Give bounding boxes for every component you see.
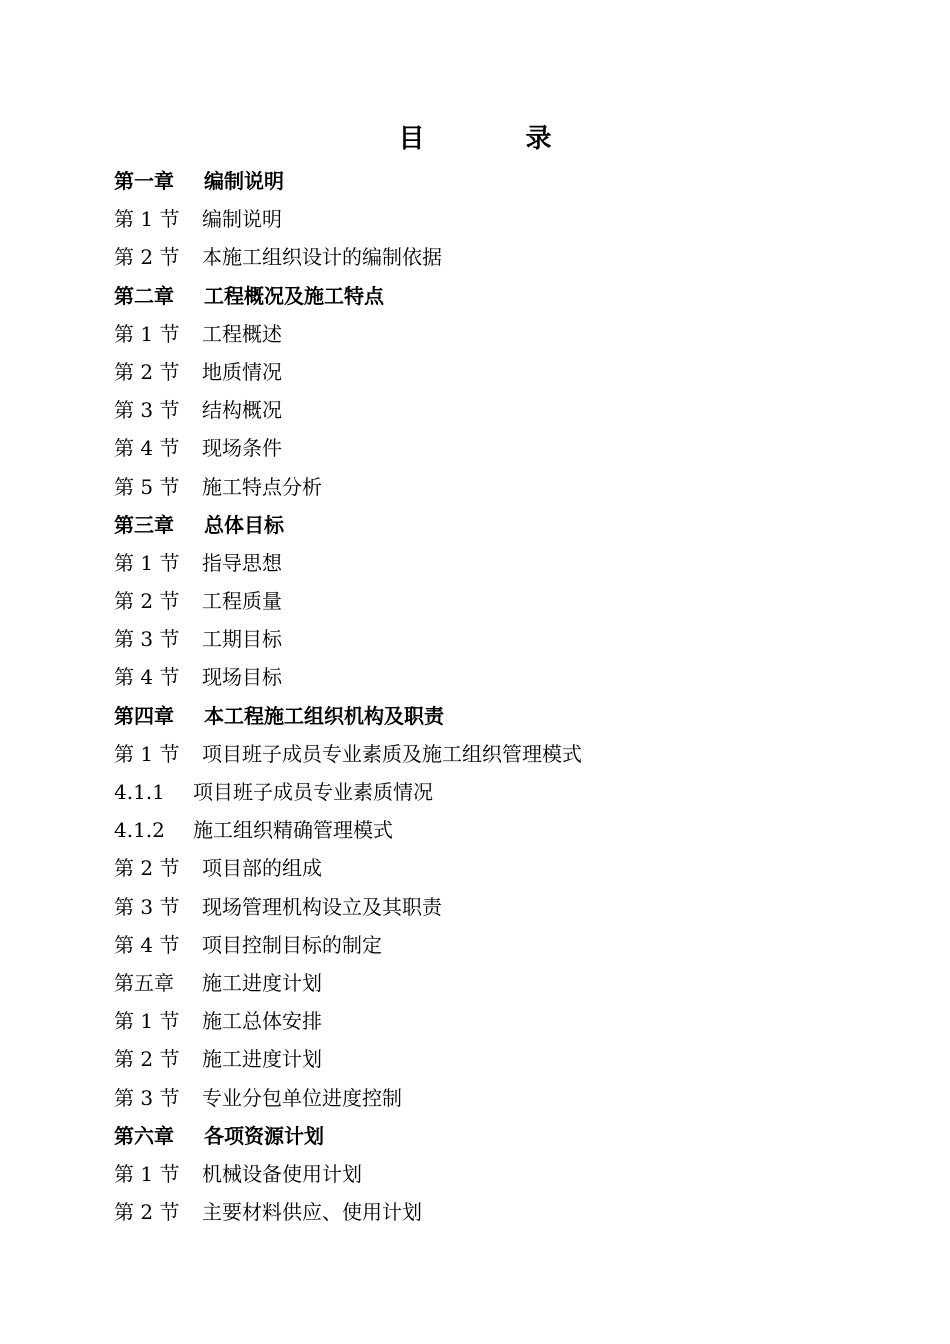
toc-entry-number: 4.1.1 bbox=[114, 780, 165, 804]
toc-entry[interactable] bbox=[114, 353, 874, 391]
toc-entry[interactable] bbox=[114, 811, 874, 849]
toc-entry-text: 结构概况 bbox=[202, 398, 282, 423]
toc-entry-number: 第 1 节 bbox=[114, 741, 180, 766]
toc-entry[interactable] bbox=[114, 888, 874, 926]
toc-entry-text: 工程质量 bbox=[202, 589, 282, 614]
toc-entry-text: 专业分包单位进度控制 bbox=[202, 1085, 402, 1110]
toc-entry[interactable] bbox=[114, 506, 874, 544]
toc-entry[interactable] bbox=[114, 582, 874, 620]
toc-entry[interactable] bbox=[114, 315, 874, 353]
toc-entry-number: 第 3 节 bbox=[114, 894, 180, 919]
toc-entry-text: 项目班子成员专业素质情况 bbox=[193, 780, 433, 804]
toc-entry[interactable] bbox=[114, 1002, 874, 1040]
toc-entry[interactable] bbox=[114, 1079, 874, 1117]
toc-entry-text: 工程概述 bbox=[202, 321, 282, 346]
toc-entry[interactable] bbox=[114, 1040, 874, 1078]
toc-entry[interactable] bbox=[114, 162, 874, 200]
toc-entry-text: 施工总体安排 bbox=[202, 1009, 322, 1034]
toc-entry-text: 总体目标 bbox=[204, 512, 284, 537]
toc-entry-text: 各项资源计划 bbox=[204, 1123, 324, 1148]
toc-entry-number: 第 1 节 bbox=[114, 207, 180, 232]
toc-entry[interactable] bbox=[114, 964, 874, 1002]
toc-title: 目 录 bbox=[398, 124, 598, 154]
toc-entry-number: 第 2 节 bbox=[114, 359, 180, 384]
toc-entry[interactable] bbox=[114, 238, 874, 276]
toc-entry-text: 项目控制目标的制定 bbox=[202, 932, 382, 957]
toc-entry[interactable] bbox=[114, 429, 874, 467]
toc-entry-number: 第 3 节 bbox=[114, 398, 180, 423]
toc-entry-number: 第 2 节 bbox=[114, 589, 180, 614]
toc-entry-number: 第 1 节 bbox=[114, 1161, 180, 1186]
toc-entry-text: 施工组织精确管理模式 bbox=[193, 818, 393, 843]
toc-entry-text: 施工进度计划 bbox=[202, 970, 322, 995]
toc-entry[interactable] bbox=[114, 773, 874, 811]
toc-entry[interactable] bbox=[114, 658, 874, 696]
toc-entry-text: 工程概况及施工特点 bbox=[204, 283, 384, 308]
toc-entry-number: 第一章 bbox=[114, 169, 174, 193]
toc-entry[interactable] bbox=[114, 735, 874, 773]
toc-entry-number: 第 1 节 bbox=[114, 1009, 180, 1034]
toc-entry[interactable] bbox=[114, 391, 874, 429]
toc-entry-number: 第三章 bbox=[114, 512, 174, 537]
toc-entry[interactable] bbox=[114, 200, 874, 238]
toc-entry-number: 第六章 bbox=[114, 1123, 174, 1148]
toc-entry-text: 施工进度计划 bbox=[202, 1047, 322, 1072]
toc-entry-number: 第 4 节 bbox=[114, 665, 180, 690]
toc-entry-number: 第 3 节 bbox=[114, 627, 180, 652]
toc-entry-number: 第五章 bbox=[114, 970, 174, 995]
toc-entry-number: 第 4 节 bbox=[114, 436, 180, 461]
toc-entry-text: 机械设备使用计划 bbox=[202, 1161, 362, 1186]
toc-entry-number: 第 4 节 bbox=[114, 932, 180, 957]
toc-entry-number: 第 1 节 bbox=[114, 550, 180, 575]
toc-entry-number: 4.1.2 bbox=[114, 818, 165, 843]
toc-entry[interactable] bbox=[114, 849, 874, 887]
table-of-contents bbox=[114, 162, 874, 1231]
toc-entry[interactable] bbox=[114, 620, 874, 658]
toc-entry-number: 第 2 节 bbox=[114, 856, 180, 881]
toc-entry-number: 第 2 节 bbox=[114, 1200, 180, 1225]
toc-entry-text: 施工特点分析 bbox=[202, 474, 322, 499]
toc-entry-number: 第 2 节 bbox=[114, 245, 180, 270]
toc-entry-text: 项目班子成员专业素质及施工组织管理模式 bbox=[202, 741, 582, 766]
toc-entry-text: 指导思想 bbox=[202, 550, 282, 575]
toc-entry-number: 第 3 节 bbox=[114, 1085, 180, 1110]
toc-entry-text: 编制说明 bbox=[204, 169, 284, 193]
toc-entry-number: 第 2 节 bbox=[114, 1047, 180, 1072]
toc-entry-text: 编制说明 bbox=[202, 207, 282, 232]
toc-entry[interactable] bbox=[114, 468, 874, 506]
toc-entry[interactable] bbox=[114, 277, 874, 315]
toc-entry-text: 现场条件 bbox=[202, 436, 282, 461]
toc-entry-text: 主要材料供应、使用计划 bbox=[202, 1200, 422, 1225]
toc-entry-number: 第二章 bbox=[114, 283, 174, 308]
toc-entry-text: 工期目标 bbox=[202, 627, 282, 652]
toc-entry-number: 第 1 节 bbox=[114, 321, 180, 346]
toc-entry-text: 本工程施工组织机构及职责 bbox=[204, 703, 444, 728]
toc-entry[interactable] bbox=[114, 697, 874, 735]
toc-entry[interactable] bbox=[114, 1155, 874, 1193]
toc-entry[interactable] bbox=[114, 1117, 874, 1155]
toc-entry-text: 现场目标 bbox=[202, 665, 282, 690]
toc-entry[interactable] bbox=[114, 544, 874, 582]
toc-entry[interactable] bbox=[114, 1193, 874, 1231]
toc-entry-text: 本施工组织设计的编制依据 bbox=[202, 245, 442, 270]
toc-entry-text: 现场管理机构设立及其职责 bbox=[202, 894, 442, 919]
toc-entry-number: 第四章 bbox=[114, 703, 174, 728]
toc-entry-text: 项目部的组成 bbox=[202, 856, 322, 881]
toc-entry[interactable] bbox=[114, 926, 874, 964]
toc-entry-number: 第 5 节 bbox=[114, 474, 180, 499]
toc-entry-text: 地质情况 bbox=[202, 359, 282, 384]
